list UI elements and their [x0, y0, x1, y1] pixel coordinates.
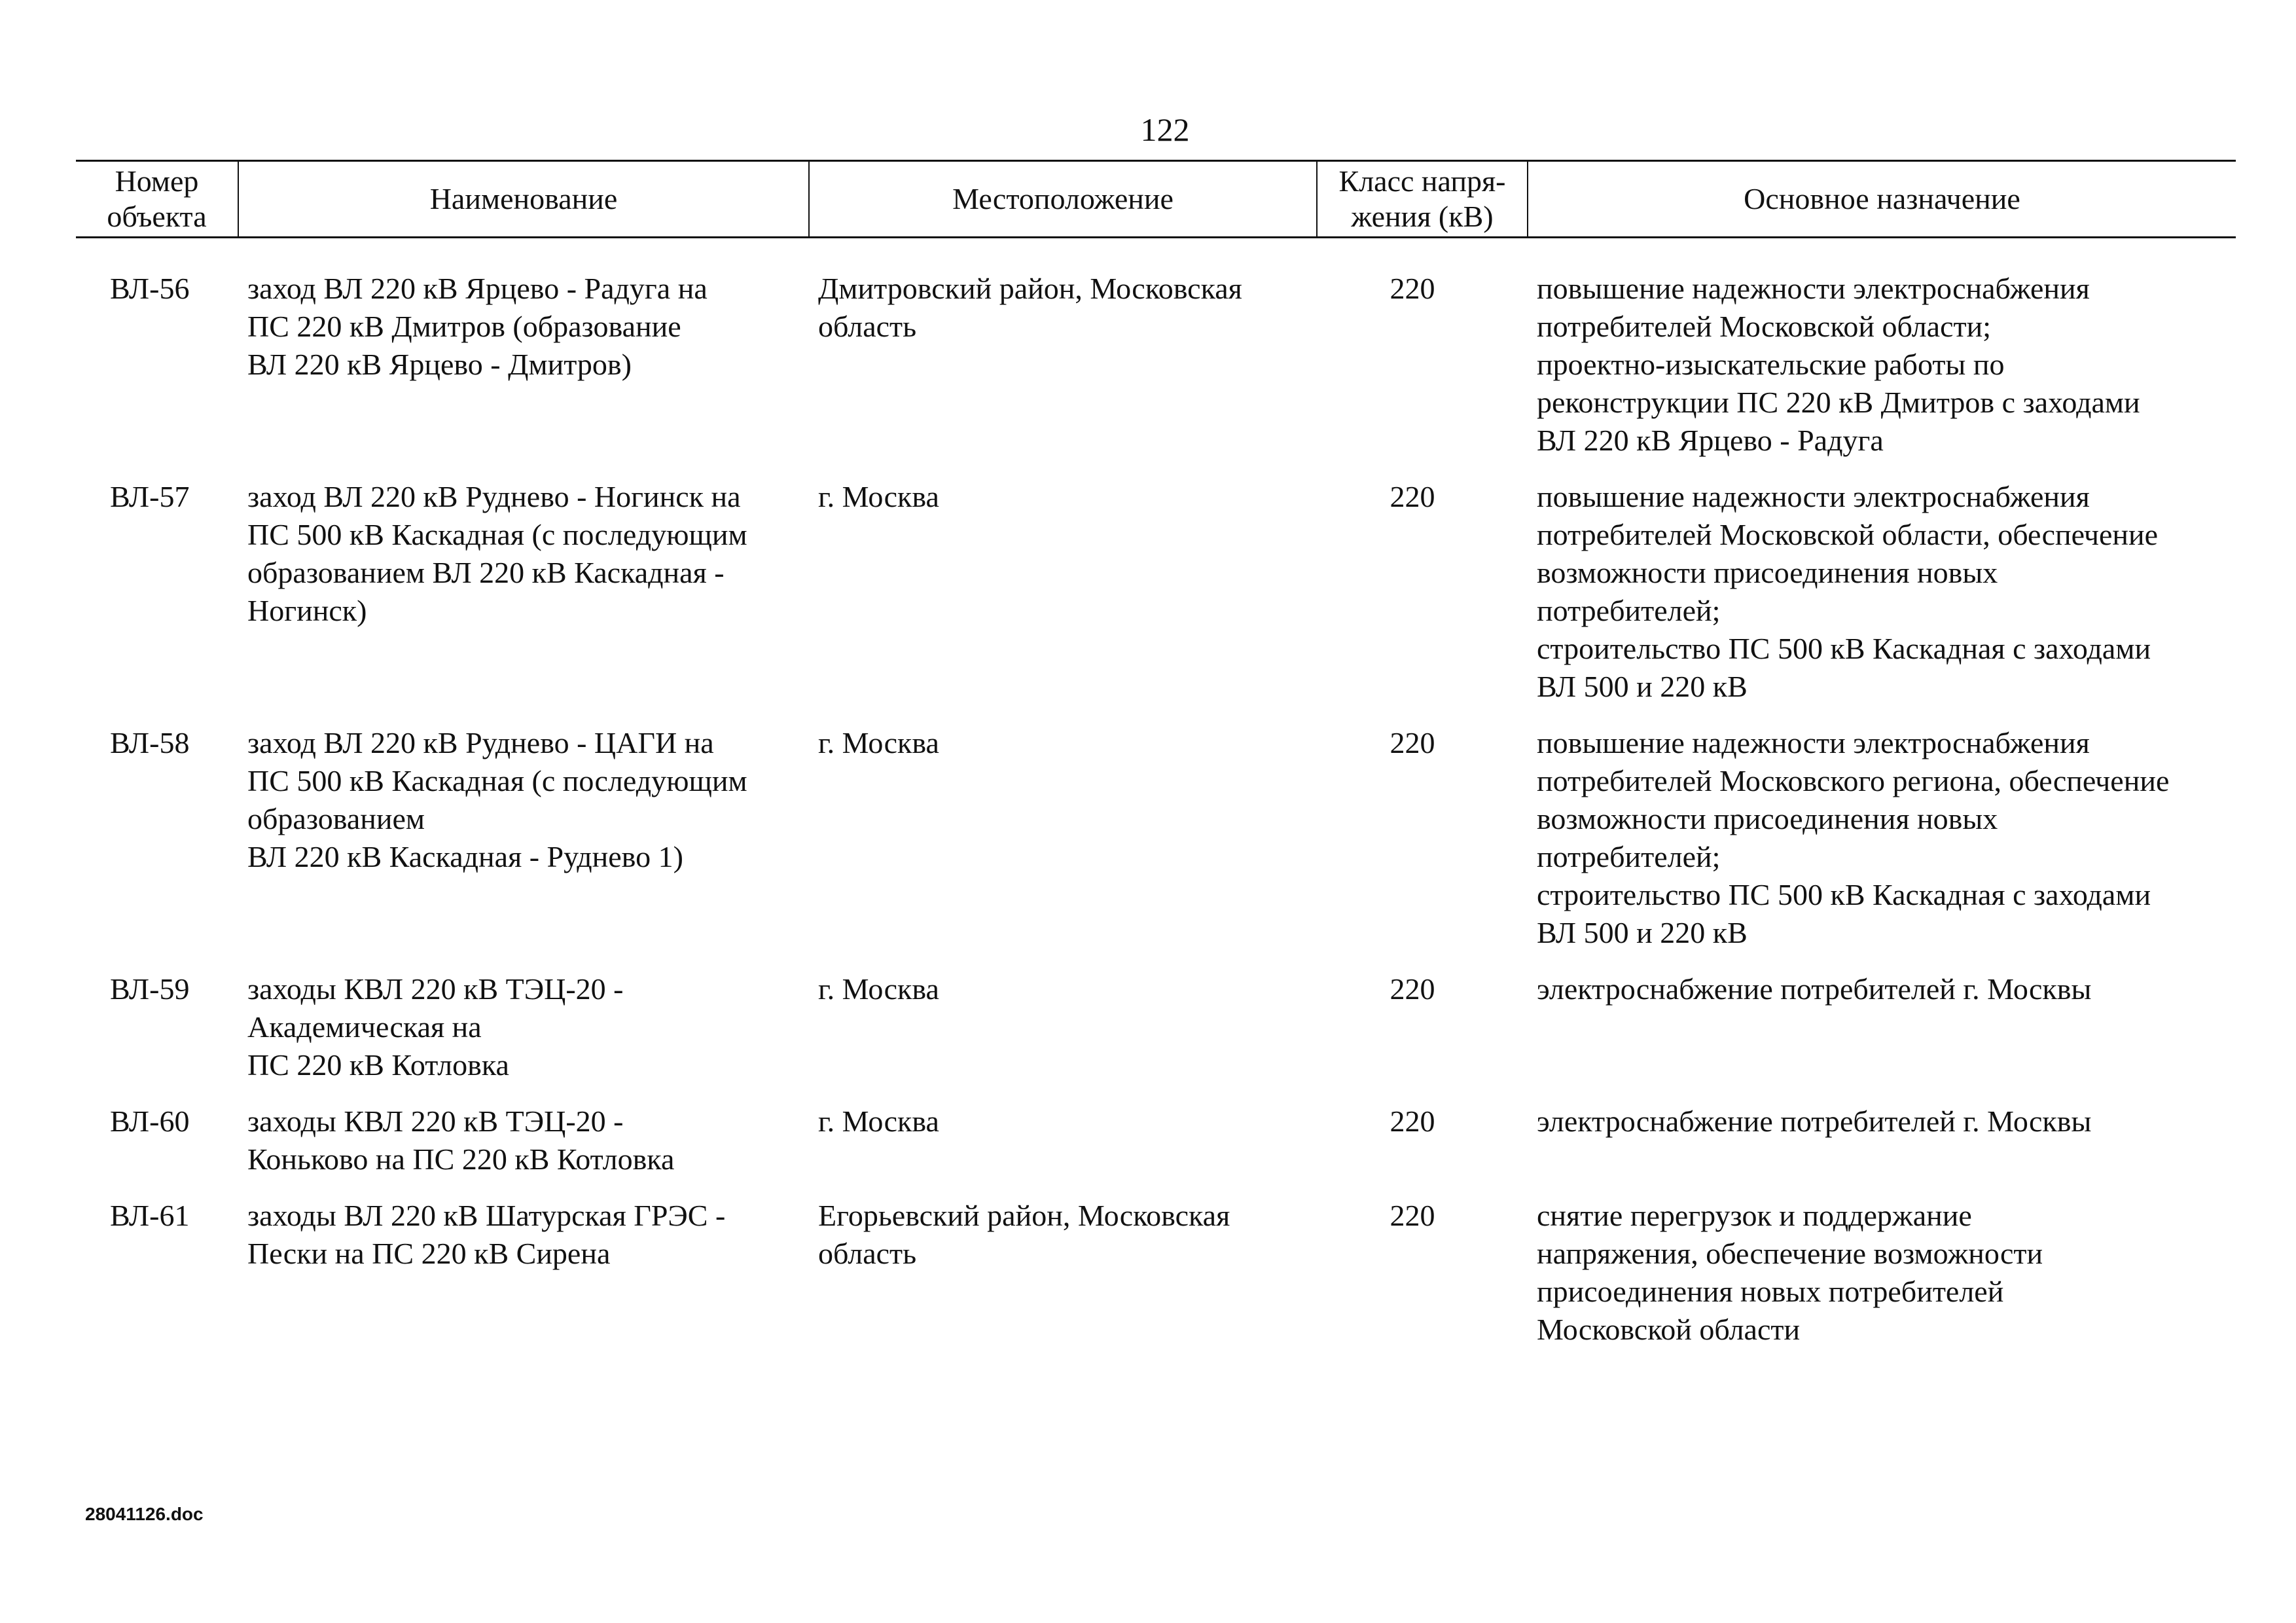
column-header-location [809, 161, 1317, 238]
column-header-number [76, 161, 238, 238]
object-voltage: 220 [1390, 1199, 1435, 1232]
table-spacer-row [76, 238, 2236, 270]
table-row [76, 724, 2236, 970]
column-header-name-label: Наименование [429, 182, 618, 215]
object-voltage: 220 [1390, 972, 1435, 1006]
page-number: 122 [1140, 111, 1190, 148]
objects-table [76, 160, 2236, 1367]
column-header-voltage [1317, 161, 1528, 238]
object-number: ВЛ-56 [110, 272, 190, 305]
object-name: заход ВЛ 220 кВ Ярцево - Радуга на ПС 220 кВ Дмитров (образование ВЛ 220 кВ Ярцево - Дмитров) [247, 272, 708, 381]
object-purpose: снятие перегрузок и поддержание напряжения, обеспечение возможности присоединения новых потребителей Московской области [1537, 1199, 2043, 1346]
object-purpose: электроснабжение потребителей г. Москвы [1537, 972, 2092, 1006]
object-voltage: 220 [1390, 480, 1435, 513]
column-header-number-label: Номер объекта [107, 164, 207, 233]
object-number: ВЛ-57 [110, 480, 190, 513]
object-name: заходы КВЛ 220 кВ ТЭЦ-20 - Коньково на ПС 220 кВ Котловка [247, 1104, 675, 1176]
object-voltage: 220 [1390, 726, 1435, 759]
table-row [76, 1103, 2236, 1197]
object-name: заходы ВЛ 220 кВ Шатурская ГРЭС - Пески на ПС 220 кВ Сирена [247, 1199, 726, 1270]
object-number: ВЛ-59 [110, 972, 190, 1006]
object-number: ВЛ-60 [110, 1104, 190, 1138]
table-row [76, 478, 2236, 724]
table-row [76, 1197, 2236, 1367]
object-purpose: повышение надежности электроснабжения потребителей Московской области; проектно-изыскательские работы по реконструкции ПС 220 кВ Дмитров с заходами ВЛ 220 кВ Ярцево - Радуга [1537, 272, 2140, 457]
object-number: ВЛ-61 [110, 1199, 190, 1232]
column-header-purpose-label: Основное назначение [1744, 182, 2020, 215]
object-purpose: повышение надежности электроснабжения потребителей Московского региона, обеспечение возможности присоединения новых потребителей; строительство ПС 500 кВ Каскадная с заходами ВЛ 500 и 220 кВ [1537, 726, 2170, 949]
object-purpose: повышение надежности электроснабжения потребителей Московской области, обеспечение возможности присоединения новых потребителей; строительство ПС 500 кВ Каскадная с заходами ВЛ 500 и 220 кВ [1537, 480, 2159, 703]
column-header-voltage-label: Класс напря- жения (кВ) [1338, 164, 1506, 233]
table-header-row [76, 161, 2236, 238]
object-name: заход ВЛ 220 кВ Руднево - ЦАГИ на ПС 500 кВ Каскадная (с последующим образованием ВЛ 220 кВ Каскадная - Руднево 1) [247, 726, 747, 873]
object-location: Егорьевский район, Московская область [818, 1199, 1230, 1270]
object-name: заход ВЛ 220 кВ Руднево - Ногинск на ПС 500 кВ Каскадная (с последующим образованием ВЛ 220 кВ Каскадная - Ногинск) [247, 480, 747, 627]
object-purpose: электроснабжение потребителей г. Москвы [1537, 1104, 2092, 1138]
table-row [76, 970, 2236, 1103]
column-header-location-label: Местоположение [952, 182, 1174, 215]
column-header-name [238, 161, 809, 238]
table-row [76, 270, 2236, 478]
column-header-purpose [1528, 161, 2236, 238]
object-location: г. Москва [818, 480, 939, 513]
object-name: заходы КВЛ 220 кВ ТЭЦ-20 - Академическая на ПС 220 кВ Котловка [247, 972, 624, 1082]
object-location: Дмитровский район, Московская область [818, 272, 1242, 343]
object-location: г. Москва [818, 726, 939, 759]
object-location: г. Москва [818, 972, 939, 1006]
object-voltage: 220 [1390, 1104, 1435, 1138]
footer-file-name: 28041126.doc [85, 1504, 204, 1524]
object-number: ВЛ-58 [110, 726, 190, 759]
table-spacer-cell [76, 238, 2236, 270]
object-voltage: 220 [1390, 272, 1435, 305]
object-location: г. Москва [818, 1104, 939, 1138]
